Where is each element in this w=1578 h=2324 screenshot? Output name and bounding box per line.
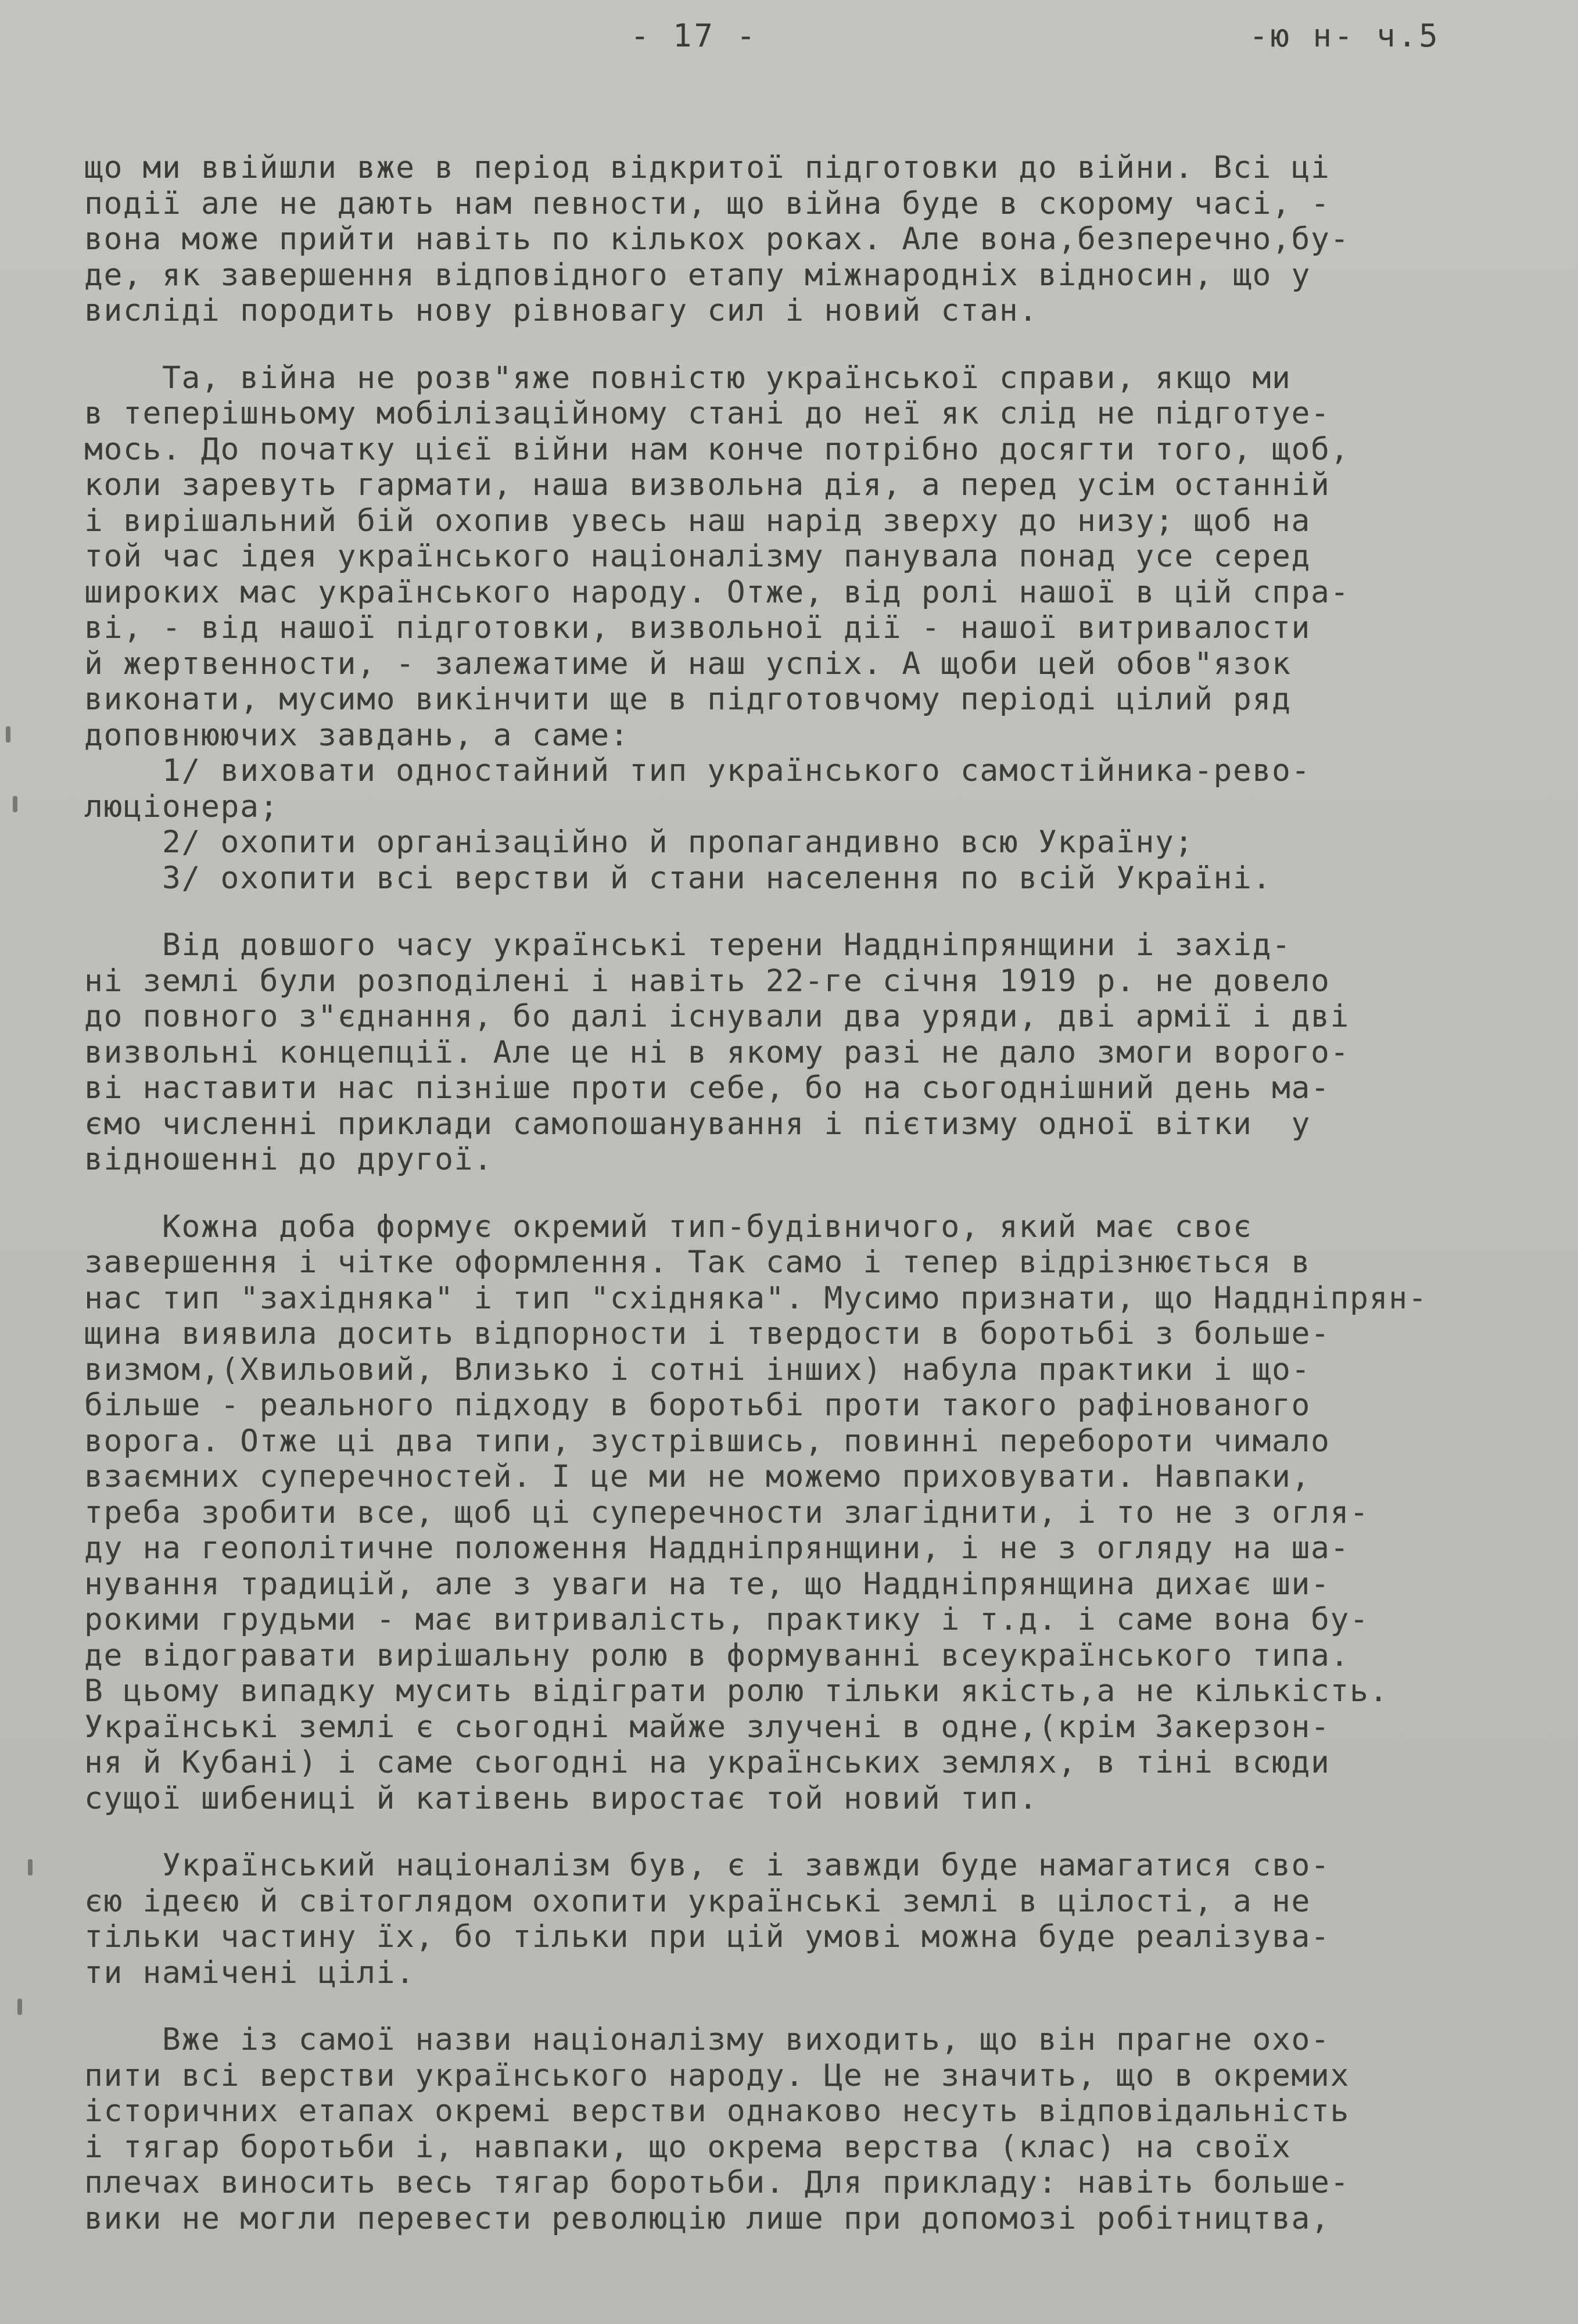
text-line: Український націоналізм був, є і завжди буде намагатися сво-	[84, 1848, 1330, 1883]
text-line: ня й Кубані) і саме сьогодні на українських землях, в тіні всюди	[84, 1745, 1330, 1780]
text-line: і тягар боротьби і, навпаки, що окрема верства (клас) на своїх	[84, 2129, 1292, 2165]
text-line: Та, війна не розв"яже повністю української справи, якщо ми	[84, 360, 1292, 396]
text-line: висліді породить нову рівновагу сил і новий стан.	[84, 293, 1038, 328]
text-line: ворога. Отже ці два типи, зустрівшись, повинні перебороти чимало	[84, 1423, 1330, 1459]
text-line: і вирішальний бій охопив увесь наш нарід зверху до низу; щоб на	[84, 503, 1311, 539]
paragraph	[84, 927, 1525, 1178]
text-line: ві наставити нас пізніше проти себе, бо на сьогоднішний день ма-	[84, 1070, 1330, 1106]
text-line: вики не могли перевести революцію лише при допомозі робітництва,	[84, 2200, 1330, 2236]
text-line: 2/ охопити організаційно й пропагандивно всю Україну;	[84, 824, 1194, 860]
text-line: до повного з"єднання, бо далі існували два уряди, дві армії і дві	[84, 999, 1350, 1034]
text-line: Кожна доба формує окремий тип-будівничого, який має своє	[84, 1208, 1253, 1245]
page-number: - 17 -	[630, 17, 758, 54]
text-line: В цьому випадку мусить відіграти ролю тільки якість,а не кількість.	[84, 1673, 1389, 1709]
text-line: ні землі були розподілені і навіть 22-ге січня 1919 р. не довело	[84, 963, 1330, 999]
list-item	[84, 753, 1525, 824]
text-line: коли заревуть гармати, наша визвольна дія, а перед усім останній	[84, 467, 1330, 503]
document-reference: -ю н- ч.5	[1249, 17, 1440, 54]
list-item	[84, 860, 1525, 896]
text-line: ду на геополітичне положення Наддніпрянщини, і не з огляду на ша-	[84, 1530, 1350, 1566]
text-line: й жертвенности, - залежатиме й наш успіх. А щоби цей обов"язок	[84, 645, 1292, 682]
text-line: тільки частину їх, бо тільки при цій умові можна буде реалізува-	[84, 1919, 1330, 1954]
text-line: що ми ввійшли вже в період відкритої підготовки до війни. Всі ці	[84, 150, 1330, 185]
text-line: доповнюючих завдань, а саме:	[84, 717, 630, 753]
margin-mark	[13, 796, 17, 812]
list-item	[84, 824, 1525, 860]
text-line: Від довшого часу українські терени Наддніпрянщини і захід-	[84, 927, 1292, 963]
text-line: події але не дають нам певности, що війна буде в скорому часі, -	[84, 185, 1330, 221]
text-line: 3/ охопити всі верстви й стани населення по всій Україні.	[84, 860, 1272, 896]
text-line: Вже із самої назви націоналізму виходить, що він прагне охо-	[84, 2022, 1330, 2057]
paragraph	[84, 2022, 1525, 2236]
text-line: де відогравати вирішальну ролю в формуванні всеукраїнського типа.	[84, 1637, 1350, 1673]
text-line: нас тип "західняка" і тип "східняка". Мусимо признати, що Наддніпрян-	[84, 1280, 1428, 1316]
text-line: єю ідеєю й світоглядом охопити українські землі в цілості, а не	[84, 1883, 1311, 1919]
text-line: мось. До початку цієї війни нам конче потрібно досягти того, щоб,	[84, 431, 1350, 467]
text-line: визвольні концепції. Але це ні в якому разі не дало змоги ворого-	[84, 1034, 1350, 1070]
body-text	[84, 150, 1525, 2268]
text-line: вона може прийти навіть по кількох роках. Але вона,безперечно,бу-	[84, 221, 1350, 257]
paragraph	[84, 1848, 1525, 1991]
text-line: люціонера;	[84, 788, 279, 824]
text-line: взаємних суперечностей. І це ми не можемо приховувати. Навпаки,	[84, 1459, 1311, 1494]
text-line: плечах виносить весь тягар боротьби. Для прикладу: навіть больше-	[84, 2165, 1350, 2200]
text-line: більше - реального підходу в боротьбі проти такого рафінованого	[84, 1387, 1311, 1423]
text-line: виконати, мусимо викінчити ще в підготовчому періоді цілий ряд	[84, 682, 1292, 717]
text-line: історичних етапах окремі верстви однаково несуть відповідальність	[84, 2093, 1350, 2129]
text-line: де, як завершення відповідного етапу міжнародніх відносин, що у	[84, 257, 1311, 293]
text-line: ти намічені цілі.	[84, 1954, 415, 1991]
text-line: в теперішньому мобілізаційному стані до неї як слід не підготуе-	[84, 396, 1330, 431]
text-line: треба зробити все, щоб ці суперечности злагіднити, і то не з огля-	[84, 1494, 1369, 1530]
paragraph	[84, 1209, 1525, 1817]
page-header	[0, 17, 1578, 64]
text-line: щина виявила досить відпорности і твердости в боротьбі з больше-	[84, 1316, 1330, 1351]
text-line: Українські землі є сьогодні майже злучені в одне,(крім Закерзон-	[84, 1709, 1330, 1745]
text-line: завершення і чітке оформлення. Так само і тепер відрізнюється в	[84, 1245, 1311, 1280]
margin-mark	[28, 1859, 33, 1875]
paragraph	[84, 360, 1525, 896]
text-line: пити всі верстви українського народу. Це не значить, що в окремих	[84, 2057, 1350, 2093]
margin-mark	[17, 1999, 22, 2015]
text-line: нування традицій, але з уваги на те, що Наддніпрянщина дихає ши-	[84, 1566, 1330, 1602]
text-line: відношенні до другої.	[84, 1142, 493, 1177]
text-line: той час ідея українського націоналізму панувала понад усе серед	[84, 539, 1311, 574]
text-line: ємо численні приклади самопошанування і пієтизму одної вітки у	[84, 1106, 1311, 1142]
text-line: визмом,(Хвильовий, Влизько і сотні інших) набула практики і що-	[84, 1351, 1311, 1387]
text-line: рокими грудьми - має витривалість, практику і т.д. і саме вона бу-	[84, 1602, 1369, 1637]
text-line: ві, - від нашої підготовки, визвольної дії - нашої витривалости	[84, 610, 1311, 645]
text-line: сущої шибениці й катівень виростає той новий тип.	[84, 1780, 1038, 1816]
text-line: широких мас українського народу. Отже, від ролі нашої в цій спра-	[84, 574, 1350, 610]
margin-mark	[6, 726, 10, 743]
text-line: 1/ виховати одностайний тип українського самостійника-рево-	[84, 753, 1311, 788]
paragraph	[84, 150, 1525, 329]
